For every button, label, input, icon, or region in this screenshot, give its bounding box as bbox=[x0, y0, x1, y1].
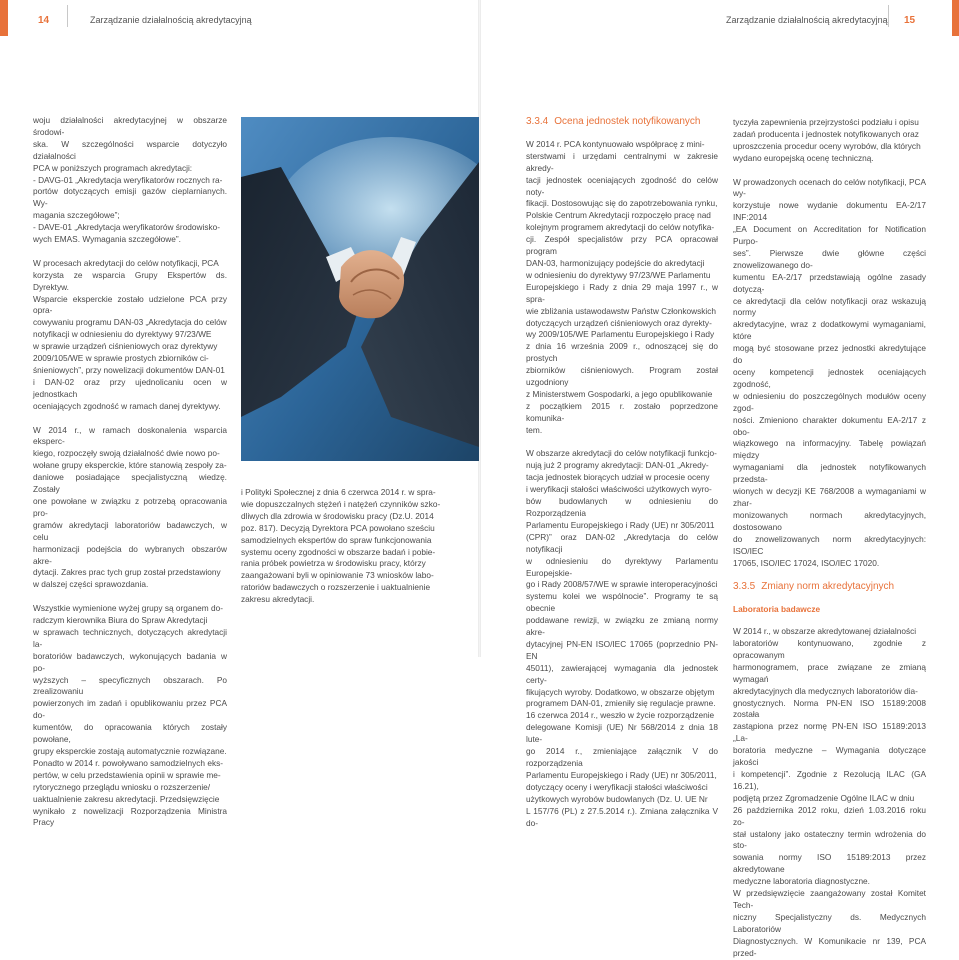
section-number: 3.3.4 bbox=[526, 116, 549, 127]
paragraph: i Polityki Społecznej z dnia 6 czerwca 2014 r. w spra- wie dopuszczalnych stężeń i natężeń czynników szko- dliwych dla zdrowia w środowisku pracy (Dz.U. 2014 poz. 817). Decyzją Dyrektora PCA powołano sześciu samodzielnych ekspertów do spraw funkcjonowania systemu oceny zgodności w obszarze badań i pobie- rania próbek powietrza w środowisku pracy, którzy zaangażowani byli w opiniowanie 73 wniosków labo- ratoriów badawczych o rozszerzenie i uaktualnienie zakresu akredytacji. bbox=[241, 487, 441, 605]
paragraph: W obszarze akredytacji do celów notyfikacji funkcjo- nują już 2 programy akredytacji: DAN-01 „Akredy- tacja jednostek biorących udział w procesie oceny i weryfikacji stałości właściwości użytkowych wyro- bów budowlanych w odniesieniu do Rozporządzenia Parlamentu Europejskiego i Rady (UE) nr 305/2011 (CPR)” oraz DAN-02 „Akredytacja do celów notyfikacji w odniesieniu do dyrektywy Parlamentu Europejskie- go i Rady 2008/57/WE w sprawie interoperacyjności systemu kolei we wspólnocie”. Programy te są obecnie poddawane rewizji, w związku ze zmianą normy akre- dytacyjnej PN-EN ISO/IEC 17065 (poprzednio PN-EN 45011), zawierającej wymagania dla jednostek certy- fikujących wyroby. Dodatkowo, w obszarze objętym programem DAN-01, zmieniły się regulacje prawne. 16 czerwca 2014 r., weszło w życie rozporządzenie delegowane Komisji (UE) Nr 568/2014 z dnia 18 lute- go 2014 r., zmieniające załącznik V do rozporządzenia Parlamentu Europejskiego i Rady (UE) nr 305/2011, dotyczący oceny i weryfikacji stałości właściwości użytkowych wyrobów budowlanych (Dz. U. UE Nr L 157/76 (PL) z 27.5.2014 r.). Zmiana załącznika V do- bbox=[526, 448, 718, 828]
left-page-accent-bar bbox=[0, 0, 8, 36]
paragraph: woju działalności akredytacyjnej w obszarze środowi- ska. W szczególności wsparcie dotyczyło działalności PCA w poniższych programach akredytacji: - DAVG-01 „Akredytacja weryfikatorów rocznych ra- portów dotyczących emisji gazów cieplarnianych. Wy- magania szczegółowe”; - DAVE-01 „Akredytacja weryfikatorów środowisko- wych EMAS. Wymagania szczegółowe”. bbox=[33, 115, 227, 245]
left-header-divider bbox=[67, 5, 68, 27]
right-page-accent-bar bbox=[952, 0, 959, 36]
right-text-column-2 bbox=[733, 117, 926, 960]
handshake-image bbox=[241, 117, 479, 461]
handshake-photo bbox=[241, 117, 479, 461]
paragraph: W prowadzonych ocenach do celów notyfikacji, PCA wy- korzystuje nowe wydanie dokumentu EA-2/17 INF:2014 „EA Document on Accreditation for Notification Purpo- ses”. Pierwsze dwie główne części znowelizowanego do- kumentu EA-2/17 przedstawiają ogólne zasady dotyczą- ce akredytacji dla celów notyfikacji oraz wskazują normy akredytacyjne, wraz z dodatkowymi wymaganiami, które mogą być stosowane przez jednostki akredytujące do oceny kompetencji jednostek oceniających zgodność, w odniesieniu do poszczególnych modułów oceny zgod- ności. Zmieniono charakter dokumentu EA-2/17 z obo- wiązkowego na informacyjny. Tabelę powiązań między wymaganiami dla jednostek notyfikowanych przedsta- wionych w decyzji KE 768/2008 a wymaganiami w zhar- monizowanych normach akredytacyjnych, dostosowano do znowelizowanych norm akredytacyjnych: ISO/IEC 17065, ISO/IEC 17024, ISO/IEC 17020. bbox=[733, 176, 926, 568]
right-header-divider bbox=[888, 5, 889, 27]
paragraph: W procesach akredytacji do celów notyfikacji, PCA korzysta ze wsparcia Grupy Ekspertów ds. Dyrektyw. Wsparcie eksperckie zostało udzielone PCA przy opra- cowywaniu programu DAN-03 „Akredytacja do celów notyfikacji w odniesieniu do dyrektywy 97/23/WE w sprawie urządzeń ciśnieniowych oraz dyrektywy 2009/105/WE w sprawie prostych zbiorników ci- śnieniowych”, przy nowelizacji dokumentów DAN-01 i DAN-02 oraz przy ujednolicaniu ocen w jednostkach oceniających zgodność w ramach danej dyrektywy. bbox=[33, 257, 227, 411]
left-page-number: 14 bbox=[38, 15, 50, 26]
section-title: Ocena jednostek notyfikowanych bbox=[554, 116, 701, 127]
right-text-column-1 bbox=[526, 116, 718, 829]
section-heading-3-3-4 bbox=[526, 116, 718, 128]
paragraph: W 2014 r., w obszarze akredytowanej działalności laboratoriów kontynuowano, zgodnie z opracowanym harmonogramem, prace związane ze zmianą wymagań akredytacyjnych dla medycznych laboratoriów dia- gnostycznych. Norma PN-EN ISO 15189:2008 została zastąpiona przez normę PN-EN ISO 15189:2013 „La- boratoria medyczne – Wymagania dotyczące jakości i kompetencji”. Zgodnie z Rezolucją ILAC (GA 16.21), podjętą przez Zgromadzenie Ogólne ILAC w dniu 26 października 2012 roku, dzień 1.03.2016 roku zo- stał ustalony jako ostateczny termin wdrożenia do sto- sowania normy ISO 15189:2013 przez akredytowane medyczne laboratoria diagnostyczne. W przedsięwzięcie zaangażowany został Komitet Tech- niczny Specjalistyczny ds. Medycznych Laboratoriów Diagnostycznych. W Komunikacie nr 139, PCA przed- bbox=[733, 626, 926, 958]
section-number: 3.3.5 bbox=[733, 581, 756, 593]
left-text-column-1 bbox=[33, 115, 227, 829]
left-running-head: Zarządzanie działalnością akredytacyjną bbox=[90, 15, 252, 25]
paragraph: W 2014 r., w ramach doskonalenia wsparcia eksperc- kiego, rozpoczęły swoją działalność dwie nowo po- wołane grupy eksperckie, które stanowią zespoły za- daniowe posiadające specjalistyczną wiedzę. Zostały one powołane w związku z potrzebą opracowania pro- gramów akredytacji laboratoriów badawczych, w celu harmonizacji podejścia do wybranych obszarów akre- dytacji. Zakres prac tych grup został przedstawiony w dalszej części sprawozdania. bbox=[33, 424, 227, 590]
section-heading-3-3-5 bbox=[733, 581, 926, 593]
paragraph: W 2014 r. PCA kontynuowało współpracę z mini- sterstwami i urzędami centralnymi w zakresie akredy- tacji jednostek oceniających zgodność do celów noty- fikacji. Dostosowując się do zapotrzebowania rynku, Polskie Centrum Akredytacji rozpoczęło pracę nad kolejnym programem akredytacji do celów notyfika- cji. Zespół specjalistów przy PCA opracował program DAN-03, harmonizujący podejście do akredytacji w odniesieniu do dyrektywy 97/23/WE Parlamentu Europejskiego i Rady z dnia 29 maja 1997 r., w spra- wie zbliżania ustawodawstw Państw Członkowskich dotyczących urządzeń ciśnieniowych oraz dyrekty- wy 2009/105/WE Parlamentu Europejskiego i Rady z dnia 16 września 2009 r., odnoszącej się do prostych zbiorników ciśnieniowych. Program został uzgodniony z Ministerstwem Gospodarki, a jego opublikowanie z początkiem 2015 r. zostało poprzedzone komunika- tem. bbox=[526, 138, 718, 435]
right-page-number: 15 bbox=[904, 15, 916, 26]
left-text-column-2 bbox=[241, 487, 479, 606]
paragraph: Wszystkie wymienione wyżej grupy są organem do- radczym kierownika Biura do Spraw Akredytacji w sprawach technicznych, dotyczących akredytacji la- boratoriów badawczych, wykonujących badania w po- wyższych – specyficznych obszarach. Po zrealizowaniu powierzonych im zadań i opublikowaniu przez PCA do- kumentów, do opracowania których zostały powołane, grupy eksperckie zostają automatycznie rozwiązane. Ponadto w 2014 r. powoływano samodzielnych eks- pertów, w celu przedstawienia opinii w sprawie me- rytorycznego przeglądu wniosku o rozszerzenie/ uaktualnienie zakresu akredytacji. Przedsięwzięcie wynikało z nowelizacji Rozporządzenia Ministra Pracy bbox=[33, 603, 227, 828]
subheading-laboratoria: Laboratoria badawcze bbox=[733, 604, 821, 615]
paragraph: tyczyła zapewnienia przejrzystości podziału i opisu zadań producenta i jednostek notyfikowanych oraz uproszczenia procedur oceny wyrobów, dla których wydano europejską ocenę techniczną. bbox=[733, 117, 921, 163]
right-running-head: Zarządzanie działalnością akredytacyjną bbox=[726, 15, 888, 25]
section-title: Zmiany norm akredytacyjnych bbox=[761, 581, 895, 593]
